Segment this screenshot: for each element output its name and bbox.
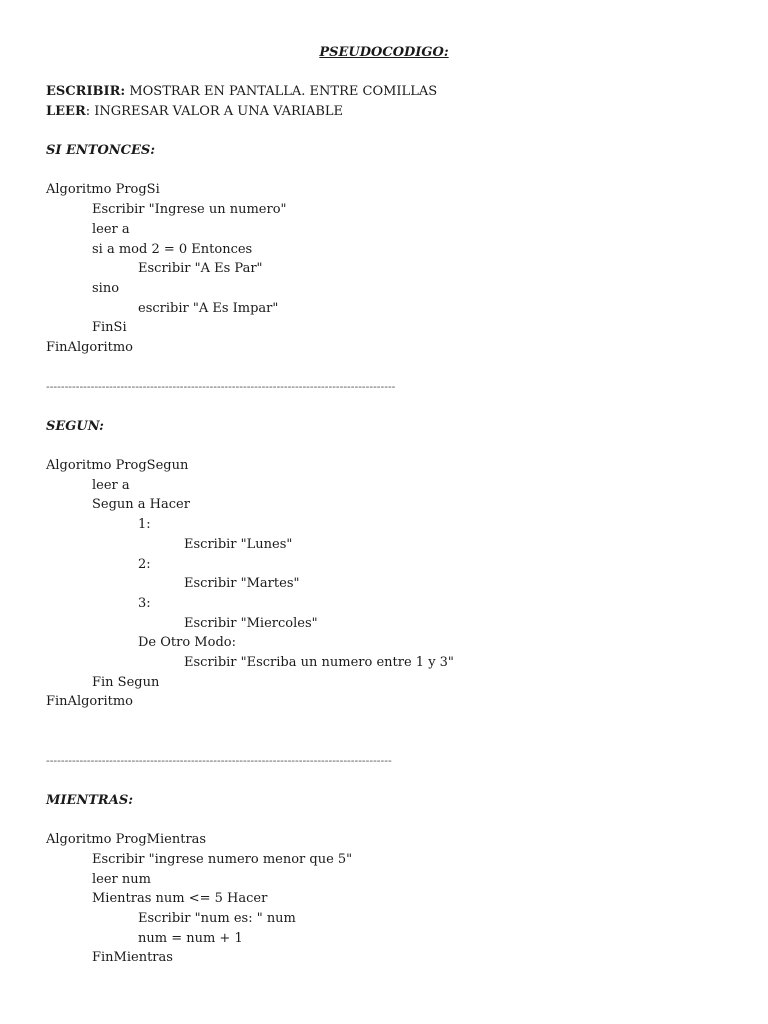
code-line: 1: — [138, 517, 151, 533]
separator-line: --------------------------------------------------------------------------------------------- — [46, 754, 392, 768]
section-heading-mientras: MIENTRAS: — [46, 792, 134, 808]
blank-line — [46, 810, 746, 830]
blank-line — [46, 358, 746, 378]
code-line: Escribir "ingrese numero menor que 5" — [92, 851, 353, 867]
code-line: FinAlgoritmo — [46, 339, 133, 355]
page-title: PSEUDOCODIGO: — [319, 45, 449, 60]
code-line: Escribir "Martes" — [184, 576, 300, 592]
code-line: leer a — [92, 221, 130, 237]
code-line: Mientras num <= 5 Hacer — [92, 891, 268, 907]
code-line: Escribir "A Es Par" — [138, 261, 263, 277]
blank-line — [46, 771, 746, 791]
code-line: si a mod 2 = 0 Entonces — [92, 241, 253, 257]
code-line: Escribir "Escriba un numero entre 1 y 3" — [184, 654, 454, 670]
blank-line — [46, 397, 746, 417]
definition-escribir-text: MOSTRAR EN PANTALLA. ENTRE COMILLAS — [125, 84, 438, 99]
code-line: sino — [92, 280, 120, 296]
code-line: FinSi — [92, 320, 127, 336]
code-line: Segun a Hacer — [92, 497, 190, 513]
code-line: 3: — [138, 595, 151, 611]
separator-line: ---------------------------------------------------------------------------------------------- — [46, 380, 396, 394]
keyword-escribir: ESCRIBIR: — [46, 84, 126, 99]
code-line: leer a — [92, 477, 130, 493]
definition-leer-text: : INGRESAR VALOR A UNA VARIABLE — [85, 103, 344, 119]
code-line: Algoritmo ProgSegun — [46, 458, 189, 474]
code-line: FinMientras — [92, 950, 173, 966]
blank-line — [46, 161, 746, 181]
code-line: Escribir "Ingrese un numero" — [92, 202, 287, 218]
code-line: Escribir "Lunes" — [184, 536, 293, 552]
keyword-leer: LEER — [46, 103, 86, 119]
code-line: Escribir "num es: " num — [138, 910, 296, 926]
document-body — [46, 82, 746, 968]
code-line: num = num + 1 — [138, 930, 243, 946]
code-line: FinAlgoritmo — [46, 694, 133, 710]
section-heading-segun: SEGUN: — [46, 418, 104, 434]
definition-escribir — [46, 82, 746, 102]
blank-line — [46, 712, 746, 732]
code-line: 2: — [138, 556, 151, 572]
code-line: escribir "A Es Impar" — [138, 300, 279, 316]
blank-line — [46, 436, 746, 456]
code-line: De Otro Modo: — [138, 635, 236, 651]
definition-leer — [46, 102, 746, 122]
code-line: Algoritmo ProgSi — [46, 182, 160, 198]
blank-line — [46, 732, 746, 752]
blank-line — [46, 121, 746, 141]
code-line: Fin Segun — [92, 674, 160, 690]
code-line: leer num — [92, 871, 151, 887]
code-line: Algoritmo ProgMientras — [46, 832, 207, 848]
section-heading-si-entonces: SI ENTONCES: — [46, 143, 156, 159]
code-line: Escribir "Miercoles" — [184, 615, 318, 631]
